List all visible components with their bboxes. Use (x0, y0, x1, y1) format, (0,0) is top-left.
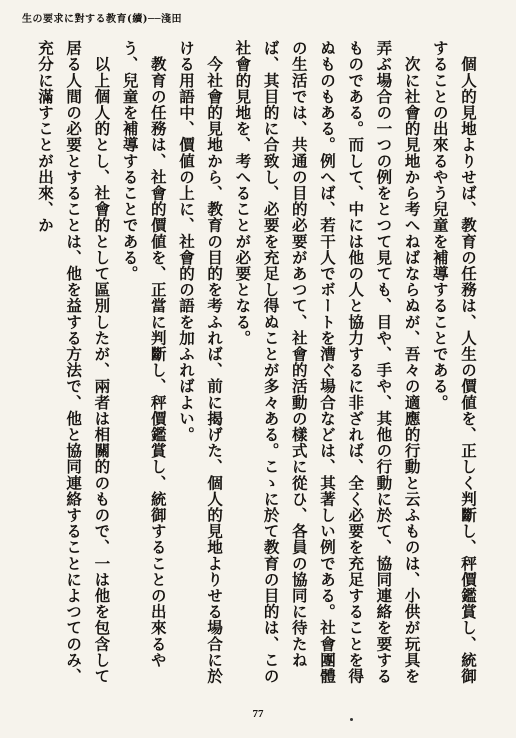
paragraph-education-task: 教育の任務は、社會的價値を、正當に判斷し、秤價鑑賞し、統御することの出來るやう、兒童を補導することである。 (120, 40, 168, 668)
running-head: 生の要求に對する教育(續)──淺田 (22, 14, 183, 25)
paragraph-social-aim: 今社會的見地から、教育の目的を考ふれば、前に揭げた、個人的見地よりせる場合に於ける用語中、價値の上に、社會的の語を加ふればよい。 (176, 40, 225, 684)
body-text (32, 40, 482, 692)
paragraph-summary: 以上個人的とし、社會的として區別したが、兩者は相關的のもので、一は他を包含して居る人間の必要とすることは、他を益する方法で、他と協同連絡することによつてのみ、充分に滿すことが出來、か (35, 40, 112, 684)
paragraph-social-view: 次に社會的見地から考へねばならぬが、吾々の適應的行動と云ふものは、小供が玩具を弄ぶ場合の一つの例をとつて見ても、目や、手や、其他の行動に於て、協同連絡を要するものである。而して、中には他の人と協力するに非ざれば、全く必要を充足することを得ぬものもある。例へば、若干人でボートを漕ぐ場合などは、其著しい例である。社會團體の生活では、共通の目的必要があつて、社會的活動の樣式に從ひ、各員の協同に待たねば、其目的に合致し、必要を充足し得ぬことが多々ある。こゝに於て教育の目的は、この社會的見地を、考へることが必要となる。 (233, 40, 422, 684)
paragraph-individual-view: 個人的見地よりせば、教育の任務は、人生の價値を、正しく判斷し、秤價鑑賞し、統御することの出來るやう兒童を補導することである。 (430, 40, 478, 684)
print-speck (350, 718, 353, 721)
page-number: 77 (252, 708, 264, 720)
